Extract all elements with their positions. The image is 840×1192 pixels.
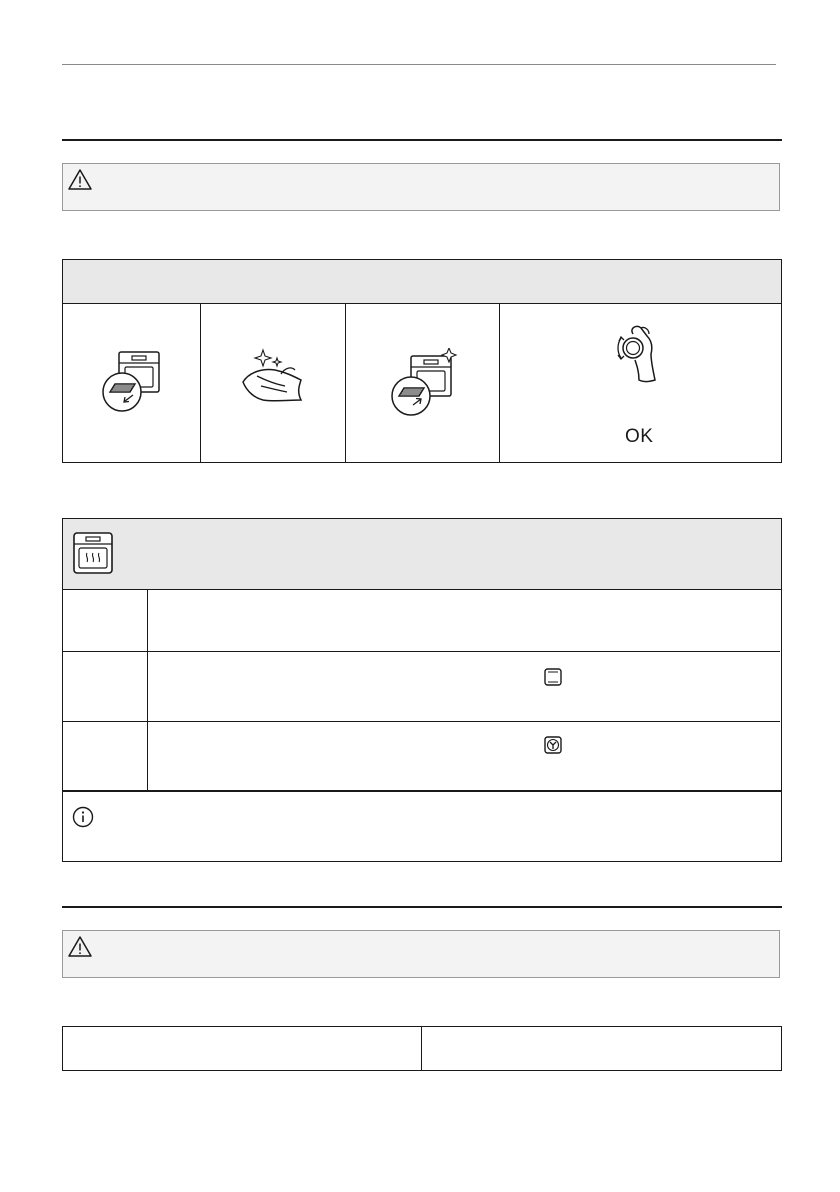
column-divider [499,304,500,462]
info-icon [72,806,94,828]
column-divider [421,1027,422,1070]
clean-cloth-icon [235,346,311,410]
warning-box [62,930,780,978]
section-3-rule [62,906,782,908]
fan-icon [544,736,562,754]
ok-label: OK [625,426,654,447]
row-divider [63,721,780,722]
oven-door-icon [544,668,562,686]
warning-triangle-icon [67,168,93,192]
column-divider [200,304,201,462]
function-table-body [62,590,782,792]
oven-heating-icon [73,532,113,574]
column-divider [345,304,346,462]
bottom-table [62,1026,782,1071]
header-rule [62,64,776,65]
insert-tray-icon [389,348,461,416]
column-divider [147,590,148,790]
warning-triangle-icon [67,935,93,959]
warning-box [62,163,780,211]
row-divider [63,651,780,652]
steps-table-header [62,259,782,303]
remove-tray-icon [101,350,165,414]
function-table-header [62,518,782,590]
section-1-rule [62,139,782,141]
steps-table [62,303,782,463]
info-note-box [62,790,782,862]
rotate-knob-icon [607,316,673,386]
